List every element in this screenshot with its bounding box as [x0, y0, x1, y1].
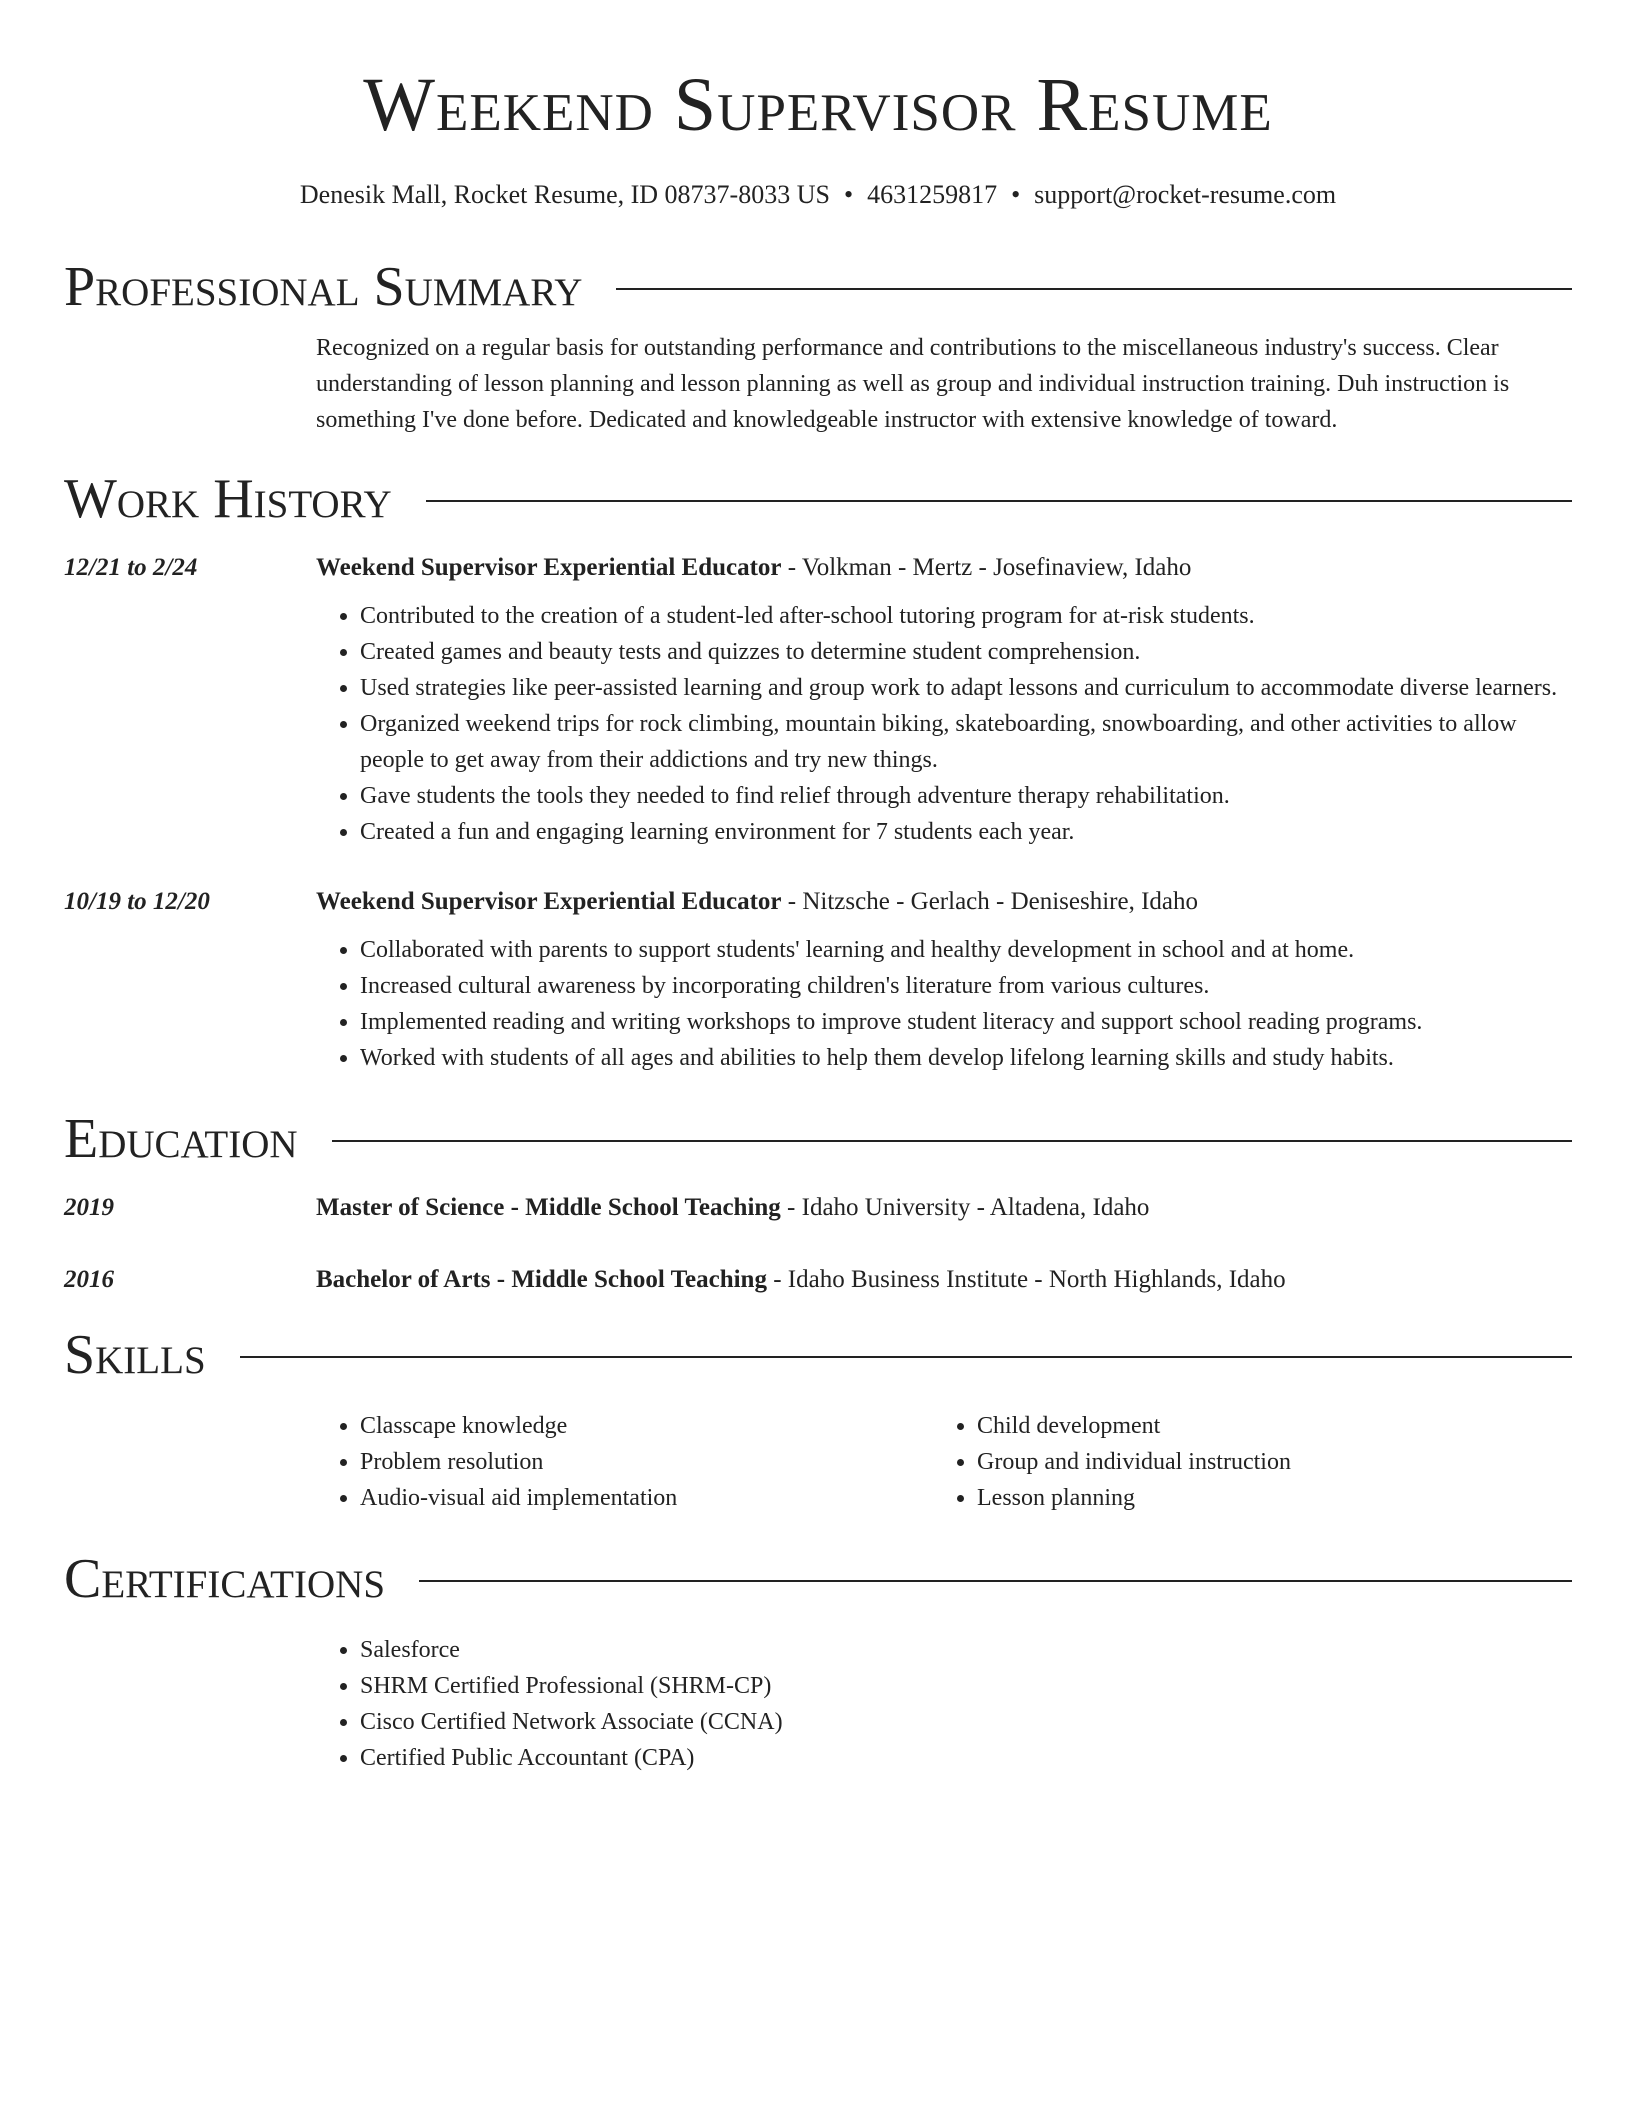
education-details: - Idaho University - Altadena, Idaho [780, 1194, 1150, 1221]
certifications-heading: Certifications [64, 1548, 386, 1610]
job-details: - Nitzsche - Gerlach - Deniseshire, Idaho [781, 888, 1199, 915]
list-item: • Organized weekend trips for rock climbing, mountain biking, skateboarding, snowboarding, and other activities to allow people to get away from their addictions and try new things. [360, 706, 1572, 778]
certifications-spacer [64, 1632, 316, 1776]
list-item: • Problem resolution [360, 1444, 933, 1480]
summary-row [64, 330, 1572, 438]
education-body [316, 1190, 1572, 1226]
education-header [64, 1104, 1572, 1174]
list-item: • Contributed to the creation of a student-led after-school tutoring program for at-risk students. [360, 598, 1572, 634]
job-bullets [316, 598, 1572, 850]
job-entry [64, 884, 1572, 1076]
contact-separator: • [1011, 180, 1021, 209]
contact-address: Denesik Mall, Rocket Resume, ID 08737-8033 US [299, 180, 830, 209]
skills-section [64, 1320, 1572, 1516]
section-divider [419, 1580, 1572, 1582]
list-item: • Group and individual instruction [977, 1444, 1550, 1480]
skills-list-left [316, 1408, 933, 1516]
section-divider [426, 500, 1572, 502]
list-item: • Salesforce [360, 1632, 1572, 1668]
list-item: • Created a fun and engaging learning environment for 7 students each year. [360, 814, 1572, 850]
job-heading [316, 550, 1572, 586]
resume-title: Weekend Supervisor Resume [363, 63, 1273, 147]
summary-header [64, 252, 1572, 322]
resume-page [64, 0, 1572, 1776]
education-body [316, 1262, 1572, 1298]
job-title: Weekend Supervisor Experiential Educator [316, 554, 782, 581]
education-year: 2019 [64, 1194, 114, 1221]
education-heading: Education [64, 1108, 298, 1170]
list-item: • Audio-visual aid implementation [360, 1480, 933, 1516]
section-divider [332, 1140, 1572, 1142]
education-degree: Bachelor of Arts - Middle School Teaching [316, 1266, 767, 1293]
certifications-list [316, 1632, 1572, 1776]
education-entry [64, 1262, 1572, 1298]
certifications-row [64, 1632, 1572, 1776]
summary-section [64, 252, 1572, 438]
contact-separator: • [843, 180, 854, 209]
skills-spacer [64, 1408, 316, 1516]
skills-heading: Skills [64, 1324, 206, 1386]
job-body [316, 884, 1572, 1076]
list-item: • Certified Public Accountant (CPA) [360, 1740, 1572, 1776]
summary-spacer [64, 330, 316, 438]
summary-heading: Professional Summary [64, 256, 583, 318]
list-item: • Classcape knowledge [360, 1408, 933, 1444]
contact-email: support@rocket-resume.com [1034, 180, 1337, 209]
list-item: • Cisco Certified Network Associate (CCNA) [360, 1704, 1572, 1740]
job-details: - Volkman - Mertz - Josefinaview, Idaho [781, 554, 1192, 581]
list-item: • Used strategies like peer-assisted learning and group work to adapt lessons and curriculum to accommodate diverse learners. [360, 670, 1572, 706]
job-body [316, 550, 1572, 850]
education-section [64, 1104, 1572, 1298]
education-degree: Master of Science - Middle School Teaching [316, 1194, 781, 1221]
skills-list-right [933, 1408, 1550, 1516]
list-item: • Worked with students of all ages and abilities to help them develop lifelong learning skills and study habits. [360, 1040, 1572, 1076]
certifications-section [64, 1544, 1572, 1776]
list-item: • Child development [977, 1408, 1550, 1444]
section-divider [240, 1356, 1572, 1358]
list-item: • Gave students the tools they needed to find relief through adventure therapy rehabilitation. [360, 778, 1572, 814]
certifications-header [64, 1544, 1572, 1614]
education-entry [64, 1190, 1572, 1226]
job-title: Weekend Supervisor Experiential Educator [316, 888, 782, 915]
list-item: • Implemented reading and writing workshops to improve student literacy and support school reading programs. [360, 1004, 1572, 1040]
skills-grid [316, 1408, 1572, 1516]
job-heading [316, 884, 1572, 920]
work-header [64, 464, 1572, 534]
list-item: • Collaborated with parents to support students' learning and healthy development in school and at home. [360, 932, 1572, 968]
contact-phone: 4631259817 [867, 180, 998, 209]
list-item: • Increased cultural awareness by incorporating children's literature from various cultures. [360, 968, 1572, 1004]
job-dates: 12/21 to 2/24 [64, 554, 198, 581]
job-entry [64, 550, 1572, 850]
summary-text: Recognized on a regular basis for outstanding performance and contributions to the miscellaneous industry's success. Clear understanding of lesson planning and lesson planning as well as group and individual instruction training. Duh instruction is something I've done before. Dedicated and knowledgeable instructor with extensive knowledge of toward. [316, 335, 1510, 433]
list-item: • Lesson planning [977, 1480, 1550, 1516]
job-bullets [316, 932, 1572, 1076]
work-heading: Work History [64, 468, 392, 530]
contact-line [64, 178, 1572, 212]
skills-row [64, 1408, 1572, 1516]
education-details: - Idaho Business Institute - North Highlands, Idaho [766, 1266, 1286, 1293]
list-item: • Created games and beauty tests and quizzes to determine student comprehension. [360, 634, 1572, 670]
list-item: • SHRM Certified Professional (SHRM-CP) [360, 1668, 1572, 1704]
job-dates: 10/19 to 12/20 [64, 888, 210, 915]
certifications-body [316, 1632, 1572, 1776]
education-year: 2016 [64, 1266, 114, 1293]
section-divider [616, 288, 1572, 290]
skills-header [64, 1320, 1572, 1390]
work-section [64, 464, 1572, 1076]
